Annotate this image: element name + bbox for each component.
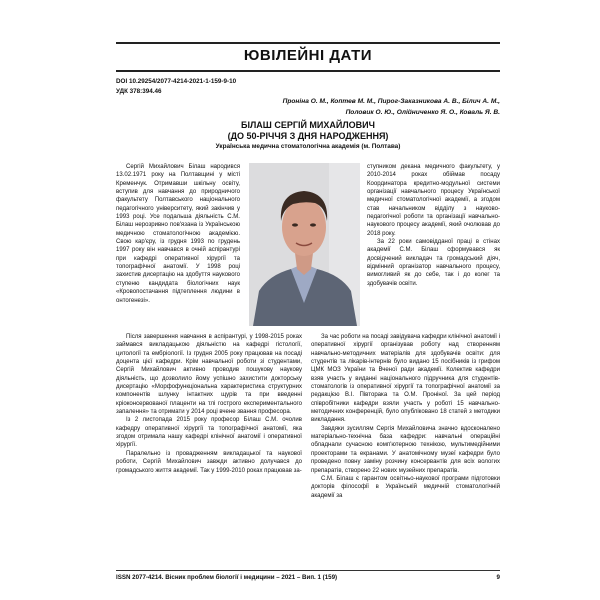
affiliation: Українська медична стоматологічна академія (м. Полтава) (215, 143, 401, 150)
doi: DOI 10.29254/2077-4214-2021-1-159-9-10 (116, 78, 237, 85)
footer-rule (116, 570, 500, 571)
paragraph: Після завершення навчання в аспірантурі, у 1998-2015 роках займався викладацькою діяльністю на кафедрі гістології, цитології та ембріології. Із грудня 2005 року працював на посаді доцента цієї кафедри. Крім навчальної роботи зі студентами, Сергій Михайлович активно проводив пошукову наукову діяльність, що дозволило йому успішно захистити докторську дисертацію «Морфофункціональна характеристика структурних компонентів шлунку інтактних щурів та при введенні кріоконсервованої плаценти на тлі гострого експериментального запалення» та отримати у 2014 році вчене звання професора. (116, 334, 302, 416)
page-number: 9 (496, 574, 500, 581)
portrait-photo (249, 163, 360, 326)
paragraph: Завдяки зусиллям Сергія Михайловича значно вдосконалено матеріально-технічна база кафедри: навчальні операційні обладнали сучасною комп'ютерною технікою, мультимедійними проекторами та екранами. У анатомічному музеї кафедри було проведено повну заміну розчину консервантів для всіх вологих препаратів, створено 22 нових музейних препаратів. (311, 425, 500, 474)
paragraph: Паралельно із провадженням викладацької та наукової роботи, Сергій Михайлович завжди активно долучався до громадського життя академії. Так у 1999-2010 роках працював за- (116, 450, 302, 474)
header-rule-top (116, 42, 500, 44)
article-title (116, 120, 500, 142)
article-title-line-1: БІЛАШ СЕРГІЙ МИХАЙЛОВИЧ (241, 120, 375, 130)
text-column-left (116, 333, 302, 475)
text-column-right (311, 333, 500, 500)
udk: УДК 378:394.46 (116, 88, 162, 95)
authors (160, 96, 500, 118)
paragraph: С.М. Білаш є гарантом освітньо-наукової програми підготовки докторів філософії в Українській медичній стоматологічній академії за (311, 475, 500, 499)
text-column-right-top (367, 163, 500, 288)
authors-line-2: Половик О. Ю., Олійниченко Я. О., Коваль Я. В. (345, 109, 500, 116)
section-header (116, 42, 500, 72)
paragraph: ступником декана медичного факультету, у 2010-2014 роках обіймав посаду Координатора кредитно-модульної системи організації навчального процесу Української медичної стоматологічної академії, а згодом став начальником відділу з науково-педагогічної роботи та організації навчально-наукового процесу академії, який очолював до 2018 року. (367, 164, 500, 237)
section-title: ЮВІЛЕЙНІ ДАТИ (243, 47, 373, 64)
paragraph: За 22 роки самовідданої праці в стінах академії С.М. Білаш сформувався як досвідчений викладач та громадський діяч, відмінний організатор навчального процесу, вимогливий як до себе, так і до колег та здобувачів освіти. (367, 239, 500, 287)
article-title-line-2: (ДО 50-РІЧЧЯ З ДНЯ НАРОДЖЕННЯ) (227, 131, 389, 141)
portrait-illustration (249, 163, 360, 326)
paragraph: Сергій Михайлович Білаш народився 13.02.1971 року на Полтавщині у місті Кременчук. Отримавши шкільну освіту, вступив для навчання до природничого факультету Полтавського національного педагогічного університету, який закінчив у 1993 році. Усе подальша діяльність С.М. Білаш нерозривно пов'язана із Українською медичною стоматологічною академією. Свою кар'єру, із грудня 1993 по грудень 1997 року він навчався в очній аспірантурі при кафедрі оперативної хірургії та топографічної анатомії. У 1998 році захистив дисертацію на здобуття наукового ступеню кандидата біологічних наук «Кровопостачання підтеплення людини в онтогенезі». (116, 164, 240, 304)
paragraph: Із 2 листопада 2015 року професор Білаш С.М. очолив кафедру оперативної хірургії та топографічної анатомії, яка згодом отримала нашу кафедрі клінічної анатомії і оперативної хірургії. (116, 417, 302, 449)
paragraph: За час роботи на посаді завідувача кафедри клінічної анатомії і оперативної хірургії організував роботу над створенням навчально-методичних матеріалів для здобувачів освіти: для студентів та лікарів-інтернів було видано 15 посібників із грифом ЦМК МОЗ України та Вченої ради академії. Колектив кафедри взяв участь у виданні національного підручника для студентів-стоматологів із оперативної хірургії та топографічної анатомії за редакцією В.І. Півторака та О.М. Проніної. За цей період співробітники кафедри взяли участь у роботі 15 навчально-методичних конференцій, було опубліковано 18 статей з методики викладання. (311, 334, 500, 424)
text-column-left-top (116, 163, 240, 305)
header-rule-bottom (116, 70, 500, 72)
footer-journal: ISSN 2077-4214. Вісник проблем біології і медицини – 2021 – Вип. 1 (159) (116, 574, 338, 581)
authors-line-1: Проніна О. М., Коптев М. М., Пирог-Заказникова А. В., Білич А. М., (282, 98, 500, 105)
footer (116, 574, 500, 581)
